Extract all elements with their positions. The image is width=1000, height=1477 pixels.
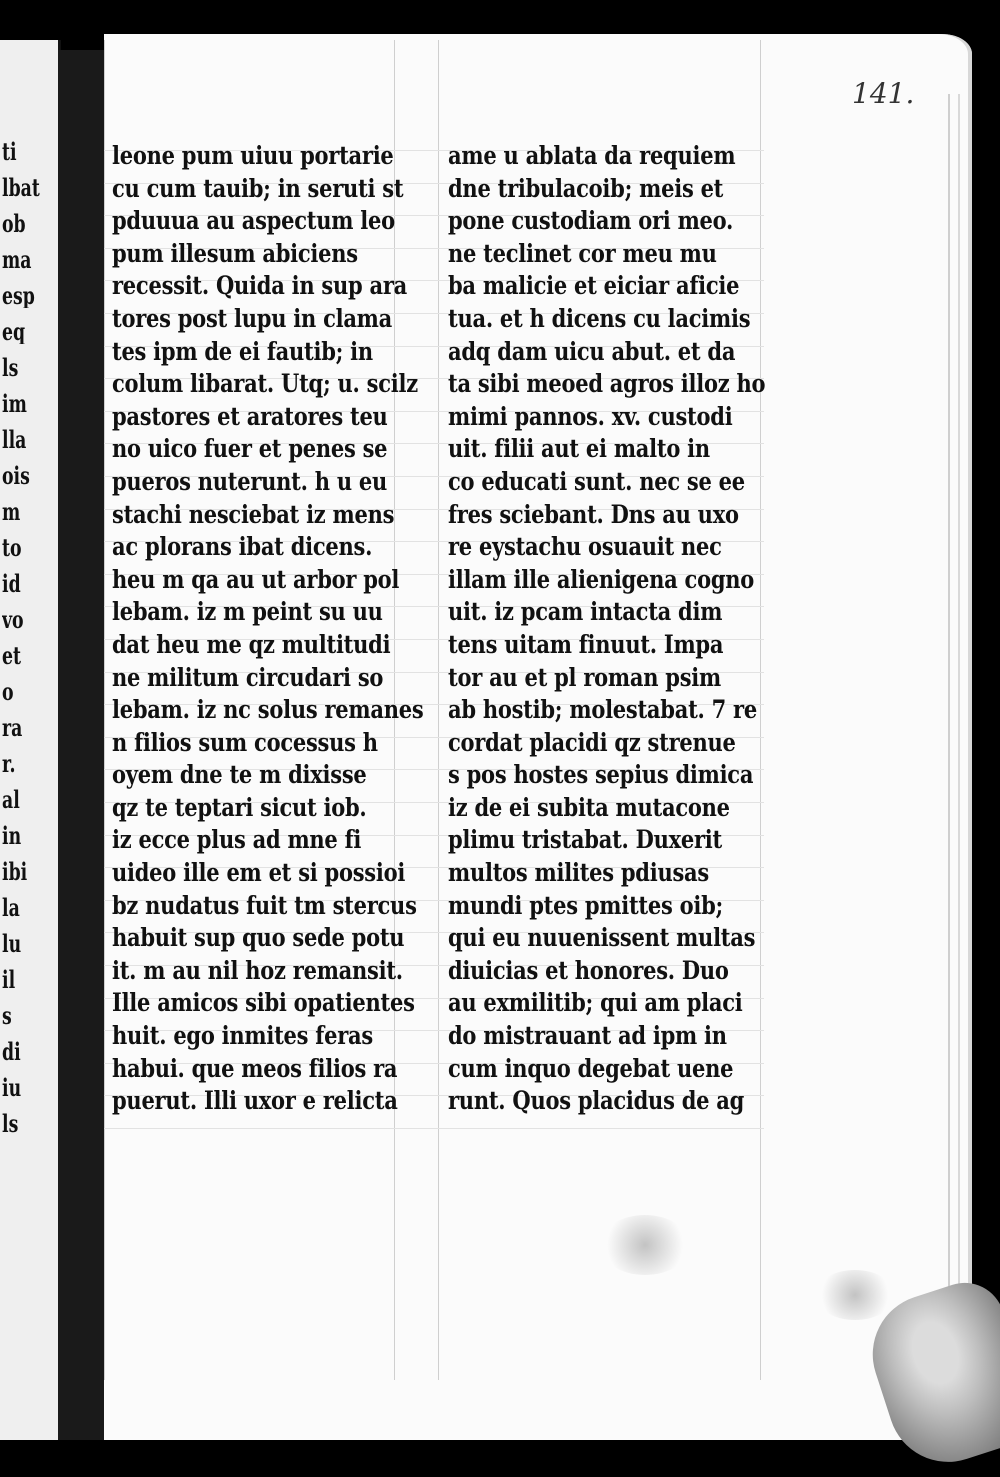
manuscript-line [112,466,432,499]
line-text: cordat placidi qz strenue [448,727,736,757]
facing-page-text: eq [2,320,26,344]
manuscript-line [112,792,432,825]
line-text: colum libarat. Utq; u. scilz [112,369,418,399]
manuscript-line [448,336,778,369]
manuscript-line [448,596,778,629]
facing-page-text: in [2,824,22,848]
manuscript-line [112,564,432,597]
line-text: qui eu nuuenissent multas [448,923,756,953]
facing-page-text: lu [2,932,22,956]
manuscript-line [448,564,778,597]
facing-page-text: esp [2,284,35,308]
line-text: habui. que meos filios ra [112,1053,398,1083]
manuscript-line [448,694,778,727]
line-text: leone pum uiuu portarie [112,141,394,170]
manuscript-line [448,857,778,890]
line-text: pduuua au aspectum leo [112,206,395,236]
manuscript-line [112,1020,432,1053]
facing-page-text: ls [2,356,19,380]
manuscript-line [448,955,778,988]
facing-page-text: o [2,680,14,704]
horizontal-ruling [104,1128,764,1129]
line-text: au exmilitib; qui am placi [448,988,743,1018]
line-text: pum illesum abiciens [112,238,358,268]
line-text: ne militum circudari so [112,662,384,692]
facing-page-text: ibi [2,860,28,884]
line-text: heu m qa au ut arbor pol [112,564,400,594]
line-text: ame u ablata da requiem [448,141,736,170]
facing-page-text: im [2,392,27,416]
facing-page-text: et [2,644,21,668]
line-text: s pos hostes sepius dimica [448,760,754,790]
line-text: multos milites pdiusas [448,858,709,888]
manuscript-line [448,368,778,401]
facing-page-text: id [2,572,21,596]
manuscript-line [112,727,432,760]
line-text: dne tribulacoib; meis et [448,173,724,203]
manuscript-line [112,694,432,727]
line-text: do mistrauant ad ipm in [448,1021,727,1051]
manuscript-line [112,173,432,206]
facing-page-fragment [0,40,61,1440]
line-text: iz de ei subita mutacone [448,792,730,822]
line-text: mundi ptes pmittes oib; [448,890,724,920]
manuscript-line [448,433,778,466]
text-column-left [112,140,432,1118]
facing-page-text: to [2,536,22,560]
manuscript-line [112,662,432,695]
line-text: recessit. Quida in sup ara [112,271,408,301]
line-text: tens uitam finuut. Impa [448,629,724,659]
line-text: ab hostib; molestabat. 7 re [448,695,757,725]
manuscript-line [112,368,432,401]
manuscript-line [112,433,432,466]
facing-page-text: m [2,500,21,524]
line-text: ba malicie et eiciar aficie [448,271,740,301]
facing-page-text: al [2,788,20,812]
line-text: runt. Quos placidus de ag [448,1086,745,1116]
manuscript-line [448,205,778,238]
manuscript-line [448,727,778,760]
line-text: pastores et aratores teu [112,401,388,431]
line-text: n filios sum cocessus h [112,727,378,757]
manuscript-line [112,499,432,532]
manuscript-line [112,857,432,890]
line-text: tua. et h dicens cu lacimis [448,303,751,333]
line-text: pueros nuterunt. h u eu [112,466,388,496]
line-text: puerut. Illi uxor e relicta [112,1086,398,1116]
line-text: oyem dne te m dixisse [112,760,367,790]
line-text: mimi pannos. xv. custodi [448,401,733,431]
facing-page-text: iu [2,1076,22,1100]
line-text: ne teclinet cor meu mu [448,238,717,268]
page-stain [600,1215,690,1275]
facing-page-text: ls [2,1112,19,1136]
manuscript-line [112,1053,432,1086]
manuscript-line [112,987,432,1020]
manuscript-line [448,1085,778,1118]
binding-gutter [58,50,104,1440]
facing-page-text: r. [2,752,16,776]
manuscript-line [112,955,432,988]
line-text: cum inquo degebat uene [448,1053,734,1083]
facing-page-text: ois [2,464,30,488]
line-text: pone custodiam ori meo. [448,206,734,236]
manuscript-line [448,922,778,955]
facing-page-text: vo [2,608,24,632]
manuscript-line [112,270,432,303]
manuscript-line [448,466,778,499]
line-text: ta sibi meoed agros illoz ho [448,369,766,399]
manuscript-line [112,205,432,238]
line-text: stachi nesciebat iz mens [112,499,395,529]
page-edge [948,94,960,1394]
line-text: fres sciebant. Dns au uxo [448,499,739,529]
line-text: lebam. iz nc solus remanes [112,695,424,725]
manuscript-line [448,987,778,1020]
manuscript-line [448,1020,778,1053]
page-stain [815,1270,895,1320]
manuscript-line [448,270,778,303]
manuscript-line [448,238,778,271]
line-text: dat heu me qz multitudi [112,629,391,659]
facing-page-text: ti [2,140,17,164]
text-column-right [448,140,778,1118]
manuscript-line [112,1085,432,1118]
manuscript-line [448,759,778,792]
manuscript-line [448,531,778,564]
manuscript-line [112,629,432,662]
manuscript-line [448,629,778,662]
line-text: lebam. iz m peint su uu [112,597,383,627]
line-text: ac plorans ibat dicens. [112,532,373,562]
manuscript-line [448,173,778,206]
line-text: illam ille alienigena cogno [448,564,755,594]
line-text: uit. filii aut ei malto in [448,434,710,464]
line-text: it. m au nil hoz remansit. [112,955,403,985]
vertical-ruling [438,40,439,1380]
line-text: cu cum tauib; in seruti st [112,173,404,203]
line-text: tores post lupu in clama [112,303,393,333]
facing-page-text: di [2,1040,21,1064]
line-text: iz ecce plus ad mne fi [112,825,362,855]
manuscript-line [112,401,432,434]
manuscript-line [448,824,778,857]
line-text: re eystachu osuauit nec [448,532,722,562]
line-text: tor au et pl roman psim [448,662,721,692]
line-text: plimu tristabat. Duxerit [448,825,722,855]
manuscript-line [112,922,432,955]
facing-page-text: lbat [2,176,40,200]
manuscript-line [448,140,778,173]
facing-page-text: ra [2,716,23,740]
facing-page-text: ma [2,248,32,272]
line-text: bz nudatus fuit tm stercus [112,890,417,920]
line-text: habuit sup quo sede potu [112,923,405,953]
manuscript-line [448,662,778,695]
manuscript-line [112,303,432,336]
line-text: huit. ego inmites feras [112,1021,373,1051]
line-text: diuicias et honores. Duo [448,955,729,985]
vertical-ruling [104,40,105,1380]
line-text: tes ipm de ei fautib; in [112,336,373,366]
manuscript-line [448,401,778,434]
manuscript-line [112,531,432,564]
facing-page-text: la [2,896,20,920]
manuscript-line [112,596,432,629]
folio-number: 141. [852,77,915,110]
line-text: no uico fuer et penes se [112,434,388,464]
line-text: uideo ille em et si possioi [112,858,406,888]
line-text: Ille amicos sibi opatientes [112,988,415,1018]
facing-page-text: lla [2,428,27,452]
manuscript-line [448,303,778,336]
manuscript-line [448,792,778,825]
manuscript-line [112,336,432,369]
line-text: adq dam uicu abut. et da [448,336,736,366]
line-text: qz te teptari sicut iob. [112,792,367,822]
manuscript-line [448,890,778,923]
line-text: uit. iz pcam intacta dim [448,597,723,627]
manuscript-line [112,824,432,857]
line-text: co educati sunt. nec se ee [448,466,745,496]
manuscript-line [112,890,432,923]
manuscript-line [112,238,432,271]
facing-page-text: s [2,1004,12,1028]
facing-page-text: il [2,968,16,992]
manuscript-line [112,140,432,173]
manuscript-line [448,499,778,532]
facing-page-text: ob [2,212,26,236]
manuscript-line [448,1053,778,1086]
manuscript-line [112,759,432,792]
